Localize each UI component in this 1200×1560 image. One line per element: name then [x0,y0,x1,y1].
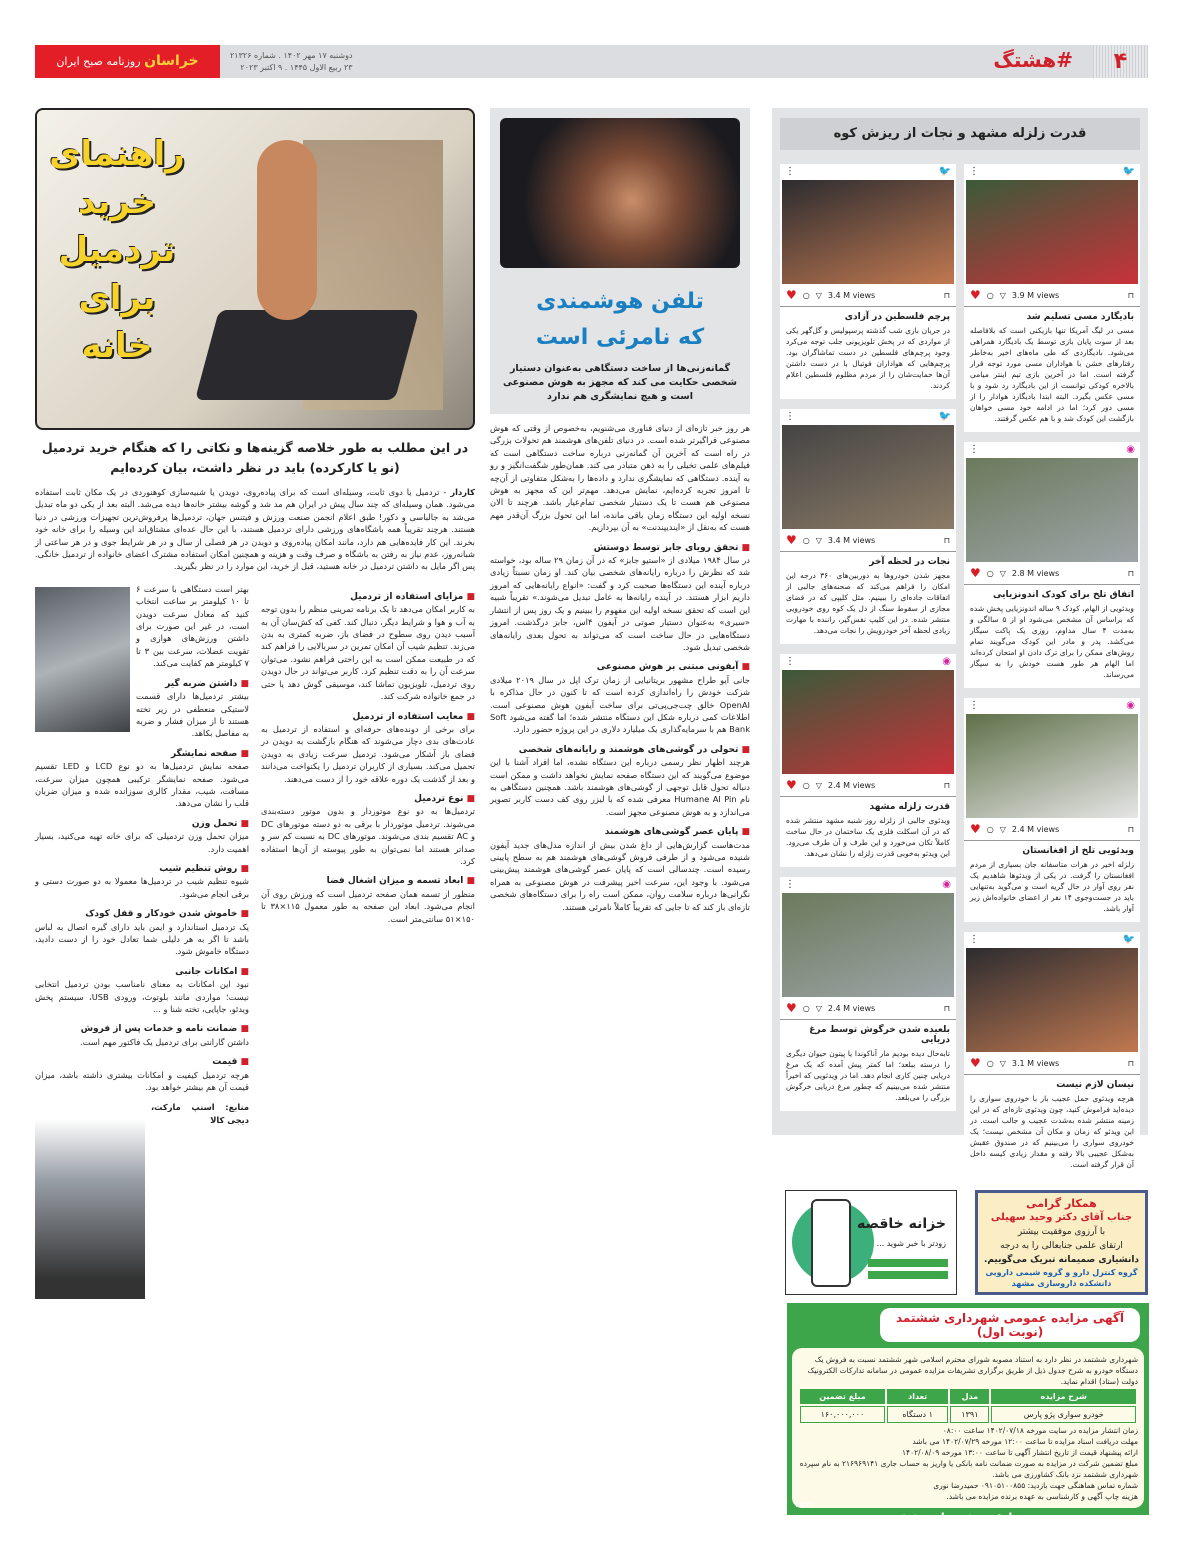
post-card [964,442,1140,688]
brand-name: خراسان [144,53,199,69]
auction-intro: شهرداری ششتمد در نظر دارد به استناد مصوبه شورای محترم اسلامی شهر ششتمد نسبت به فروش یک دستگاه خودرو به شرح جدول ذیل از طریق برگزاری تشریفات مزایده عمومی در سامانه تدارکات الکترونیک دولت (ستاد) اقدام نماید. [807,1355,1138,1386]
ad-line: با آرزوی موفقیت بیشتر [1017,1227,1106,1237]
bookmark-icon[interactable]: ⊓ [943,1003,950,1013]
auction-line: شماره تماس هماهنگی جهت بازدید: ۰۹۱۰۵۱۰۰۸۵۵ حمیدرضا نوری [933,1481,1138,1490]
section-heading: ■ قیمت [35,1056,249,1068]
instagram-icon: ◉ [1126,700,1135,711]
ad-line: گروه کنترل دارو و گروه شیمی دارویی [985,1268,1138,1277]
comment-icon[interactable]: ○ [802,780,810,790]
hero-title: راهنمای خرید تردمیل برای خانه [49,134,185,366]
instagram-icon: ◉ [942,656,951,667]
share-icon[interactable]: ▽ [999,568,1006,578]
views-count: 3.1 M views [1011,1058,1060,1068]
heart-icon[interactable]: ♥ [786,1001,797,1015]
auction-signature: محمد صادقی –شهرداری ششتمد [880,1511,1056,1524]
views-count: 3.9 M views [1011,290,1060,300]
post-header [964,164,1140,180]
post-stats [780,284,956,307]
bookmark-icon[interactable]: ⊓ [1127,290,1134,300]
ad-line: جناب آقای دکتر وحید سهیلی [990,1212,1133,1223]
section-text: برای برخی از دونده‌های حرفه‌ای و استفاده از تردمیل به عادت‌های بدی دچار می‌شوند که هنگام بازگشت به دویدن در فضای باز آشکار می‌شود. تردمیل سرعت زیادی به دویدن تحمیل می‌کند. بسیاری از کاربران تردمیل را یکنواخت می‌دانند و بعد از گذشت یک دوره علاقه خود را از دست می‌دهند. [261,723,475,784]
post-stats [780,529,956,552]
more-options-icon[interactable]: ⋮ [969,444,979,455]
section-text: تردمیل‌ها به دو نوع موتوردار و بدون موتور دسته‌بندی می‌شوند. تردمیل موتوردار با برقی به دو دسته موتورهای DC و AC تقسیم بندی می‌شوند. موتورهای DC به نسبت کم سر و صداتر هستند اما نمی‌توان به طور پیوسته از آن‌ها استفاده کرد. [261,806,475,866]
posts-column-left [780,164,956,1121]
table-header: شرح مزایده [991,1389,1136,1404]
more-options-icon[interactable]: ⋮ [785,656,795,667]
post-text: ویدئوی جالبی از زلزله روز شنبه مشهد منتشر شده که در آن اسکلت فلزی یک ساختمان در حال ساخت کاملاً تکان می‌خورد و این طرف و آن طرف می‌رود. این ویدئو به‌خوبی قدرت زلزله را نشان می‌دهد. [786,816,950,858]
post-text: مسی در لیگ آمریکا تنها بازیکنی است که بلافاصله بعد از سوت پایان بازی توسط یک بادیگارد همراهی می‌شود. بادیگاردی که طی ماه‌های اخیر به‌خاطر رفتارهای خشن با هواداران مسی مورد توجه قرار گرفته است. اما در آخرین بازی تیم اینتر میامی بالاخره کودکی توانست از این بادیگارد رد شود و با مسی عکس بگیرد. البته ابتدا بادیگارد هوادار را از مسی دور کرد؛ اما در ادامه خود مسی خواهان بازگشت این کودک شد و با هم عکس گرفتند. [970,326,1134,423]
section-text: بهتر است دستگاهی با سرعت ۶ تا ۱۰ کیلومتر بر ساعت انتخاب کنید که معادل سرعت دویدن است، در غیر این صورت برای داشتن ورزش‌های هوازی و تقویت عضلات، سرعت بین ۳ تا ۷ کیلومتر هم کفایت می‌کند. [136,583,249,669]
section-text: مدت‌هاست گزارش‌هایی از داغ شدن بیش از اندازه مدل‌های جدید آیفون شنیده می‌شود و از طرفی فروش گوشی‌های هوشمند هم به سطح پایینی رسیده است. چندسالی است که پایان عصر گوشی‌های هوشمند پیش‌بینی می‌شود. با وجود این، سرعت اخیر پیشرفت در هوش مصنوعی به همراه نگرانی‌ها درباره سلامت روان، ممکن است راه را برای دستگاه‌های شخصی تازه‌ای باز کند که تا جایی که تقریباً کاملاً نامرئی هستند. [490,839,750,912]
bookmark-icon[interactable]: ⊓ [1127,824,1134,834]
post-image [966,714,1138,818]
post-title: اتفاق تلخ برای کودک اندونزیایی [993,590,1134,600]
post-stats [964,1052,1140,1075]
post-text: هرچه ویدئوی حمل عجیب بار با خودروی سواری را دیده‌اید فراموش کنید، چون ویدئوی تازه‌ای که در این زمینه منتشر شده به‌شدت عجیب و جالب است. در این ویدئو که زمان و مکان آن مشخص نیست؛ یک خودروی سواری را می‌بینیم که در صندوق عقبش به‌شکل عجیبی بالا رفته و مقدار زیادی کیسه داخل آن قرار گرفته است. [970,1094,1134,1169]
ad-line: دانشکده داروسازی مشهد [1011,1279,1112,1288]
brand-tagline: روزنامه صبح ایران [56,55,141,68]
comment-icon[interactable]: ○ [986,1058,994,1068]
section-heading: ■ نوع تردمیل [261,793,475,805]
table-header: تعداد [887,1389,949,1404]
share-icon[interactable]: ▽ [815,1003,822,1013]
heart-icon[interactable]: ♥ [786,778,797,792]
article-lead: گمانه‌زنی‌ها از ساخت دستگاهی به‌عنوان دستیار شخصی حکایت می کند که مجهز به هوش مصنوعی است و هیچ نمایشگری هم ندارد [490,356,750,414]
comment-icon[interactable]: ○ [802,290,810,300]
posts-title: قدرت زلزله مشهد و نجات از ریزش کوه [780,118,1140,150]
hand-projection-photo [490,108,750,278]
views-count: 2.4 M views [827,1003,876,1013]
comment-icon[interactable]: ○ [802,1003,810,1013]
post-text: تا‌به‌حال دیده بودیم مار آناکوندا یا پیتون حیوان دیگری را درسته ببلعد؛ اما کمتر پیش آمده که یک مرغ دریایی چنین کاری انجام دهد. اما در ویدئویی که اخیراً منتشر شده می‌بینیم که چطور مرغ دریایی خرگوش بزرگی را می‌بلعد. [786,1049,950,1102]
post-image [966,948,1138,1052]
section-heading: ■ خاموش شدن خودکار و قفل کودک [35,908,249,920]
section-text: هرچند اظهار نظر رسمی درباره این دستگاه نشده، اما افراد آشنا با این موضوع می‌گویند که این دستگاه صفحه نمایش نخواهد داشت و ممکن است دنباله تحول قابل توجهی از گوشی‌های هوشمند باشد. همچنین دستگاهی به نام Humane AI Pin معرفی شده که با لیزر روی کف دست کاربر تصویر می‌اندازد و به هوش مصنوعی مجهز است. [490,757,750,817]
twitter-icon: 🐦 [938,411,951,422]
section-heading: ■ ضمانت نامه و خدمات پس از فروش [35,1023,249,1035]
section-heading: ■ امکانات جانبی [35,966,249,978]
views-count: 2.4 M views [827,780,876,790]
issue-date [230,50,353,74]
share-icon[interactable]: ▽ [999,1058,1006,1068]
post-stats [964,284,1140,307]
post-header [964,932,1140,948]
auction-line: هزینه چاپ آگهی و کارشناسی به عهده برنده مزایده می باشد. [946,1492,1138,1501]
khazaneh-tagline: زودتر با خبر شوید ... [876,1239,946,1248]
post-card [780,654,956,867]
post-card [780,164,956,399]
post-title: نجات در لحظه آخر [869,557,950,567]
date-line: دوشنبه ۱۷ مهر ۱۴۰۲ . شماره ۲۱۳۲۶ [230,51,353,60]
post-header [780,654,956,670]
post-card [964,164,1140,432]
post-title: نیسان لازم نیست [1056,1080,1134,1090]
auction-title: آگهی مزایده عمومی شهرداری ششتمد (نوبت اول) [880,1308,1140,1342]
section-heading: ■ پایان عصر گوشی‌های هوشمند [490,826,750,838]
smartphone-article [490,108,750,913]
heart-icon[interactable]: ♥ [786,288,797,302]
article-column [35,583,249,1300]
headline-line: تلفن هوشمندی [536,289,704,314]
auction-line: ارائه پیشنهاد قیمت از تاریخ انتشار آگهی تا ساعت ۱۳:۰۰ مورخه ۱۴۰۲/۰۸/۰۹ [902,1448,1138,1457]
congratulations-ad [975,1190,1148,1295]
section-text: بیشتر تردمیل‌ها دارای قسمت لاستیکی منعطفی در زیر تخته هستند تا از میزان فشار و ضربه به مفاصل بکاهد. [136,691,249,739]
article-intro [35,486,475,573]
instagram-icon: ◉ [942,879,951,890]
post-card [780,409,956,644]
section-heading: ■ مزایای استفاده از تردمیل [261,591,475,603]
share-icon[interactable]: ▽ [815,290,822,300]
article-intro: هر روز خبر تازه‌ای از دنیای فناوری می‌شنویم، به‌خصوص از وقتی که هوش مصنوعی فراگیرتر شده است. در دنیای تلفن‌های هوشمند هم تحولات بزرگی در راه است که آخرین آن گمانه‌زنی درباره ساخت دستگاهی است که فیلم‌های علمی تخیلی را به ذهن متبادر می کند. همان‌طور شگفت‌انگیز و رو به آینده. دستگاهی که نمایشگری ندارد و داده‌ها را به‌شکل متفاوتی از آن‌چه تا امروز تجربه کرده‌ایم، نمایش می‌دهد. مهم‌تر این که مجهز به هوش مصنوعی هم هست تا یک دستیار شخصی تمام‌عیار باشد. هرچند تا الان نسخه اولیه این دستگاه زمان باقی مانده، اما این تحول بزرگ آن‌قدر مهم هست که به‌نقل از «ایندیپندنت» به آن بپردازیم. [490,423,750,533]
ad-code: ۳۸۳۲۲ [795,1501,814,1509]
auction-line: مهلت دریافت اسناد مزایده تا ساعت ۱۲:۰۰ مورخه ۱۴۰۲/۰۷/۲۹ می باشد [912,1437,1138,1446]
auction-line: زمان انتشار مزایده در سایت مورخه ۱۴۰۲/۰۷/۱۸ ساعت ۰۸:۰۰ [942,1426,1138,1435]
post-header [780,164,956,180]
post-title: ویدئویی تلخ از افغانستان [1022,846,1134,856]
post-title: بادیگارد مسی تسلیم شد [1026,312,1134,322]
post-image [966,180,1138,284]
date-line: ۲۳ ربیع الاول ۱۴۴۵ . ۹ اکتبر ۲۰۲۳ [240,63,353,72]
heart-icon[interactable]: ♥ [970,566,981,580]
bookmark-icon[interactable]: ⊓ [1127,568,1134,578]
section-heading: ■ تحقق رویای جابز توسط دوستش [490,542,750,554]
post-image [966,458,1138,562]
runner-hero-photo [35,108,475,430]
newspaper-logo [35,45,220,78]
treadmill-product-photo [35,1099,145,1299]
post-title: قدرت زلزله مشهد [869,802,950,812]
table-cell: ۱۳۹۱ [950,1406,989,1423]
more-options-icon[interactable]: ⋮ [785,166,795,177]
section-text: میزان تحمل وزن تردمیلی که برای خانه تهیه می‌کنید، بسیار اهمیت دارد. [35,831,249,854]
post-card [780,877,956,1111]
section-heading: ■ ابعاد تسمه و میزان اشغال فضا [261,875,475,887]
twitter-icon: 🐦 [1122,166,1135,177]
post-image [782,180,954,284]
khazaneh-app-ad [785,1190,957,1295]
post-stats [780,997,956,1020]
auction-line: مبلغ تضمین شرکت در مزایده به صورت ضمانت نامه بانکی یا واریز به حساب جاری ۲۱۶۹۶۹۱۴۱ به نام سپرده شهرداری ششتمد نزد بانک کشاورزی می باشد. [799,1459,1138,1479]
article-column-text [35,583,249,1094]
post-text: زلزله اخیر در هرات متاسفانه جان بسیاری از مردم افغانستان را گرفت. در یکی از ویدئوها شاهدیم یک نفر روی آوار در حال گریه است و می‌گوید به‌تنهایی باید در جست‌وجوی ۱۴ نفر از اعضای خانواده‌اش زیر آوار باشد. [970,860,1134,913]
sources: منابع: اسنپ مارکت، دیجی کالا [151,1102,249,1125]
auction-notice-ad [787,1303,1149,1524]
byline: کاردار [450,487,475,497]
bookmark-icon[interactable]: ⊓ [943,535,950,545]
more-options-icon[interactable]: ⋮ [969,934,979,945]
section-heading: ■ روش تنظیم شیب [35,863,249,875]
table-cell: ۱ دستگاه [887,1406,949,1423]
section-text: به کاربر امکان می‌دهد تا یک برنامه تمرینی منظم را بدون توجه به آب و هوا و شرایط دیگر، دنبال کند. کفی که کش‌سان آن به آسیب دیدن روی سطوح در فضای باز، ضربه کمتری به بدن می‌زند. تنظیم شیب آن امکان تمرین در سربالایی را فراهم کند که در طبیعت ممکن است به این راحتی فراهم نشود. می‌توان سرعت آن را به دقت تنظیم کرد. کاربر می‌تواند در حال دویدن روی تردمیل، تلویزیون تماشا کند، موسیقی گوش دهد یا حتی در جمع خانواده شرکت کند. [260,604,475,702]
post-stats [780,774,956,797]
section-text: هرچه تردمیل کیفیت و امکانات بیشتری داشته باشد، میزان قیمت آن هم بیشتر خواهد بود. [35,1069,249,1093]
table-header: مدل [950,1389,989,1404]
post-header [780,877,956,893]
heart-icon[interactable]: ♥ [970,822,981,836]
section-text: جانی آیو طراح مشهور بریتانیایی از زمان ترک اپل در سال ۲۰۱۹ میلادی شرکت خودش را راه‌اندازی کرده است که تا کنون در حال مذاکره با OpenAI خالق چت‌جی‌پی‌تی برای ساخت آیفون هوش مصنوعی است. اطلاعات کمی درباره شکل این دستگاه منتشر شده؛ اما گفته می‌شود Soft Bank هم با سرمایه‌گذاری یک میلیارد دلاری در این پروژه حضور دارد. [490,674,750,735]
bookmark-icon[interactable]: ⊓ [943,290,950,300]
section-text: منظور از تسمه همان صفحه تردمیل است که ورزش روی آن انجام می‌شود. ابعاد این صفحه به طور معمول ۱۱۵×۳۸ تا ۱۵۰×۵۱ سانتی‌متر است. [261,888,475,924]
section-text: صفحه نمایش تردمیل‌ها به دو نوع LCD و LED تقسیم می‌شود. صفحه نمایشگر ترکیبی همچون میزان سرعت، مسافت، شیب، مقدار کالری سوزانده شده و میزان ضربان قلب را نشان می‌دهد. [35,761,249,809]
comment-icon[interactable]: ○ [802,535,810,545]
post-stats [964,818,1140,841]
post-title: بلعیده شدن خرگوش توسط مرغ دریایی [809,1025,950,1045]
section-text: یک تردمیل استاندارد و ایمن باید دارای گیره اتصال به لباس باشد تا اگر به هر دلیلی شما تعادل خود را از دست دادید، دستگاه خاموش شود. [35,921,249,957]
page-number: ۴ [1093,45,1148,78]
more-options-icon[interactable]: ⋮ [969,166,979,177]
page-header [35,45,1148,78]
post-title: پرچم فلسطین در آزادی [844,312,950,322]
khazaneh-logo: خزانه خاقصه [856,1216,946,1232]
ad-line: ارتقای علمی جنابعالی را به درجه [1000,1241,1123,1251]
headline-line: که نامرئی است [535,325,705,350]
post-card [964,698,1140,922]
post-image [782,670,954,774]
article-headline [490,278,750,356]
comment-icon[interactable]: ○ [986,290,994,300]
section-heading: ■ صفحه نمایشگر [35,748,249,760]
social-posts-panel [772,108,1148,1169]
heart-icon[interactable]: ♥ [786,533,797,547]
section-heading: ■ تحمل وزن [35,818,249,830]
intro-text: - تردمیل یا دوی ثابت، وسیله‌ای است که برای پیاده‌روی، دویدن یا شبیه‌سازی کوهنوردی در یک مکان ثابت استفاده می‌شود. همان وسیله‌ای که چند سال پیش در ایران هم مد شد و گوشه بیشتر خانه‌ها دیده می‌شد. البته بعد از یکی دو ماه تبدیل می‌شد به جالباسی و دکور! طبق اعلام انجمن صنعت ورزش و فیتنس جهان، تردمیل‌ها پرفروش‌ترین تجهیزات ورزشی در دنیا هستند. هرچند تقریباً همه باشگاه‌های ورزشی دارای تردمیل هستند، با این حال عده‌ای مشتاق‌اند این وسیله را برای خانه خود بخرند. این کار فایده‌هایی هم دارد، مانند امکان پیاده‌روی و دویدن در هر فصلی از سال و در هر شرایط جوی و در هر ساعتی از شبانه‌روز، عدم نیاز به رفتن به باشگاه و صرف وقت و هزینه و همچنین امکان استفاده مشترک اعضای خانواده از تردمیل خانگی. پس اگر مایل به داشتن تردمیل در خانه هستید، قبل از خرید، این موارد را در نظر بگیرید. [35,487,475,572]
article-sections [490,542,750,913]
twitter-icon: 🐦 [938,166,951,177]
views-count: 2.8 M views [1011,568,1060,578]
treadmill-article [35,108,475,1299]
heart-icon[interactable]: ♥ [970,288,981,302]
views-count: 3.4 M views [827,535,876,545]
more-options-icon[interactable]: ⋮ [969,700,979,711]
section-heading: ■ معایب استفاده از تردمیل [261,711,475,723]
more-options-icon[interactable]: ⋮ [785,879,795,890]
section-heading: ■ آیفونی مبتنی بر هوش مصنوعی [490,661,750,673]
share-icon[interactable]: ▽ [815,780,822,790]
post-header [964,698,1140,714]
share-icon[interactable]: ▽ [815,535,822,545]
post-stats [964,562,1140,585]
article-column [261,583,475,1300]
post-text: ویدئویی از الهام، کودک ۹ ساله اندونزیایی پخش شده که براساس آن مشخص می‌شود او از ۵ سالگی و به‌مدت ۴ سال مداوم، روزی یک پاکت سیگار می‌کشد. پدر و مادر این کودک می‌گویند تمام روش‌های ممکن را برای ترک دادن او امتحان کرده‌اند اما الهام هر طور هست خودش را به سیگار می‌رساند. [970,604,1134,679]
section-title: #هشتگ [993,48,1073,72]
section-text: در سال ۱۹۸۴ میلادی از «استیو جابز» که در آن زمان ۲۹ ساله بود، خواسته شد که نظرش را درباره رایانه‌های شخصی بیان کند. او زمان نسبتاً زیادی درباره آینده این دستگاه‌ها صحبت کرد و گفت: «انواع رایانه‌هایی که امروز داریم ابزار هستند. در آینده رایانه‌ها به عامل تبدیل می‌شوند.» تقریباً شبیه این است که تحقق نسخه اولیه این مفهوم را ببینیم و یک روز پس از انتشار «سیری» به‌عنوان دستیار صوتی در آیفون ۴اس، جابز درگذشت. امروز دستگاه‌هایی در حال ساخت است که می‌تواند به تحول بعدی رایانه‌های شخصی تبدیل شود. [490,555,751,652]
auction-table [798,1387,1138,1425]
share-icon[interactable]: ▽ [999,824,1006,834]
post-text: در جریان بازی شب گذشته پرسپولیس و گل‌گهر یکی از مواردی که در پخش تلویزیونی جلب توجه می‌کرد وجود پرچم‌های فلسطین در دست تماشاگران بود. پرچم‌هایی که هواداران فوتبال با در دست داشتن آن‌ها حمایت‌شان را از مردم مظلوم فلسطین اعلام کردند. [786,326,950,390]
section-heading: ■ تحولی در گوشی‌های هوشمند و رایانه‌های شخصی [490,744,750,756]
ad-line: همکار گرامی [1026,1197,1097,1210]
table-cell: خودرو سواری پژو پارس [991,1406,1136,1423]
section-text: داشتن گارانتی برای تردمیل یک فاکتور مهم است. [79,1036,249,1047]
views-count: 2.4 M views [1011,824,1060,834]
post-image [782,425,954,529]
article-subtitle: در این مطلب به طور خلاصه گزینه‌ها و نکاتی را که هنگام خرید تردمیل (نو یا کارکرده) باید در نظر داشت، بیان کرده‌ایم [41,440,469,475]
more-options-icon[interactable]: ⋮ [785,411,795,422]
section-text: شیوه تنظیم شیب در تردمیل‌ها معمولا به دو صورت دستی و برقی انجام می‌شود. [35,876,249,899]
runner-gym-photo [35,587,130,732]
table-header: مبلغ تضمین [800,1389,885,1404]
heart-icon[interactable]: ♥ [970,1056,981,1070]
share-icon[interactable]: ▽ [999,290,1006,300]
bookmark-icon[interactable]: ⊓ [943,780,950,790]
section-text: نبود این امکانات به معنای نامناسب بودن تردمیل انتخابی نیست؛ مواردی مانند بلوتوث، ورودی USB، سیستم پخش ویدئو، جاپایی، تخته شنا و ... [35,979,249,1015]
twitter-icon: 🐦 [1122,934,1135,945]
table-cell: ۱۶۰,۰۰۰,۰۰۰ [800,1406,885,1423]
post-header [780,409,956,425]
comment-icon[interactable]: ○ [986,824,994,834]
ad-line: دانشیاری صمیمانه تبریک می‌گوییم. [983,1255,1140,1265]
comment-icon[interactable]: ○ [986,568,994,578]
post-card [964,932,1140,1178]
bookmark-icon[interactable]: ⊓ [1127,1058,1134,1068]
post-image [782,893,954,997]
post-text: مجهز شدن خودروها به دوربین‌های ۳۶۰ درجه این امکان را فراهم می‌کند که صحنه‌های جالبی از اتفاقات جاده‌ای را ببینیم. مثل کلیپی که در فضای مجازی از سقوط سنگ از دل یک کوه روی خودرویی منتشر شده. در این کلیپ نفس‌گیر، راننده با مهارت زیادی لحظه آخر خودرویش را نجات می‌دهد. [786,571,950,635]
instagram-icon: ◉ [1126,444,1135,455]
posts-column-right [964,164,1140,1188]
post-header [964,442,1140,458]
section-heading: ■ داشتن ضربه گیر [35,678,249,690]
views-count: 3.4 M views [827,290,876,300]
